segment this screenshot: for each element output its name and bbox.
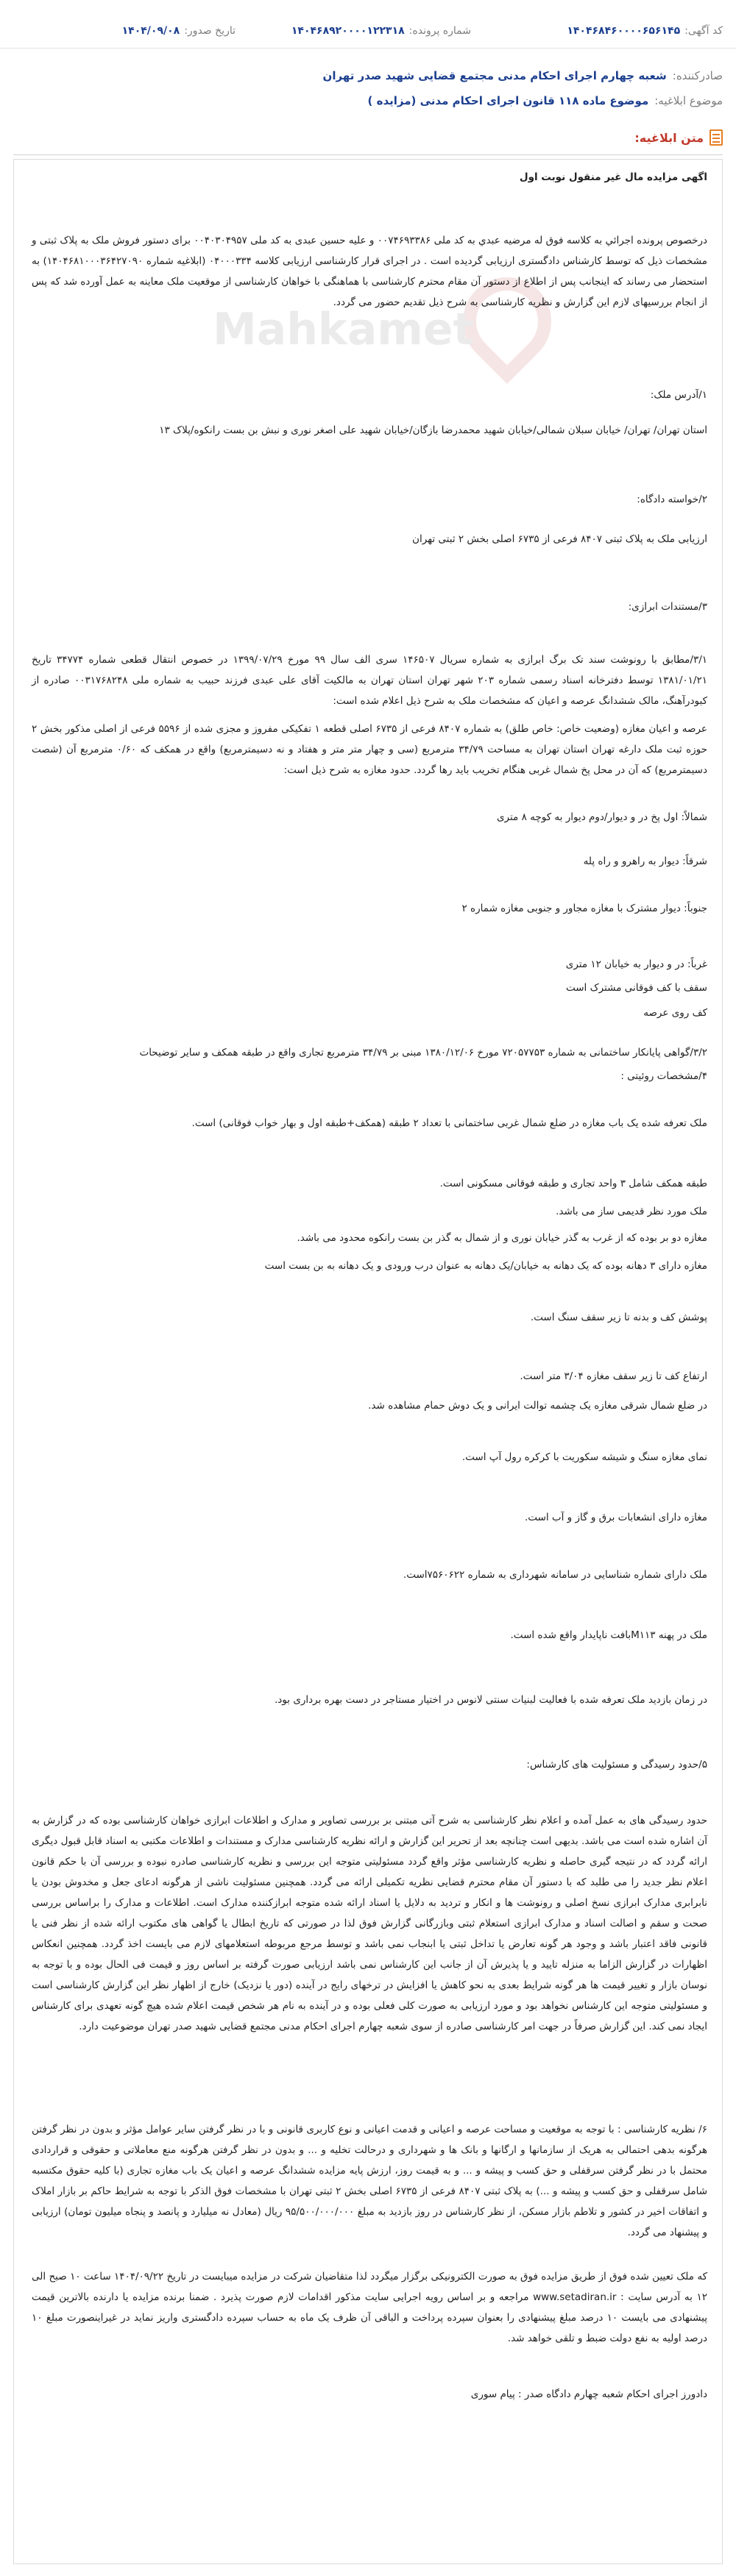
property-description: عرصه و اعیان مغازه (وضعیت خاص: خاص طلق) به شماره ۸۴۰۷ فرعی از ۶۷۳۵ اصلی قطعه ۱ تفکیکی مفروز و مجزی شده از ۵۵۹۶ فرعی از اصلی مذکور بخش ۲ حوزه ثبت ملک دارغه تهران استان تهران به مساحت ۳۴/۷۹ مترمربع (سی و چهار متر متر و هفتاد و نه دسیمترمربع) واقع در همکف که ۰/۶۰ مترمربع آن (شصت دسیمترمربع) که آن در محل پخ شمال غربی هنگام تخریب باید رها گردد. حدود مغازه به شرح ذیل است: <box>32 723 707 776</box>
completion-certificate: ۳/۲/گواهی پایانکار ساختمانی به شماره ۷۲۰۵۷۷۵۳ مورخ ۱۳۸۰/۱۲/۰۶ مبنی بر ۳۴/۷۹ مترمربع تجاری واقع در طبقه همکف و سایر توضیحات <box>139 1047 707 1058</box>
auction-title: اگهی مزایده مال غیر منقول نوبت اول <box>519 171 707 183</box>
spec-ground-floor: طبقه همکف شامل ۳ واحد تجاری و طبقه فوقانی مسکونی است. <box>439 1178 707 1189</box>
documents-heading: ۳/مستندات ابرازی: <box>628 601 707 613</box>
document-header-bar <box>0 0 736 49</box>
floor-note: کف روی عرصه <box>643 1007 707 1019</box>
notice-header <box>323 63 723 113</box>
boundary-west: غرباً: در و دیوار به خیابان ۱۲ متری <box>565 958 707 970</box>
auction-instructions: که ملک تعیین شده فوق از طریق مزایده فوق به صورت الکترونیکی برگزار میگردد لذا متقاضیان شرکت در مزایده میبایست در تاریخ ۱۴۰۴/۰۹/۲۲ ساعت ۱۰ صبح الی ۱۲ به آدرس سایت : www.setadiran.ir مراجعه و بر اساس رویه اجرایی سایت مذکور اقدامات لازم صورت پذیرد . ضمنا برنده مزایده یا دارنده بالاترین قیمت پیشنهادی می بایست ۱۰ درصد مبلغ پیشنهادی را بعنوان سپرده پرداخت و الباقی آن ظرف یک ماه به حساب سپرده دادگستری واریز نماید در غیراینصورت مبلغ ۱۰ درصد اولیه به نفع دولت ضبط و تلقی خواهد شد. <box>32 2271 708 2344</box>
notice-text-heading <box>634 125 723 150</box>
spec-toilet: در ضلع شمال شرقی مغازه یک چشمه توالت ایرانی و یک دوش حمام مشاهده شد. <box>368 1400 707 1412</box>
issuer-label: صادرکننده: <box>672 69 723 82</box>
issuer-value: شعبه چهارم اجرای احکام مدنی مجتمع قضایی شهید صدر تهران <box>322 69 667 82</box>
notice-body <box>13 159 723 2564</box>
issue-date <box>122 25 236 37</box>
observed-specs-heading: ۴/مشخصات روئیتی : <box>620 1070 707 1082</box>
ad-number-value: ۱۴۰۴۶۸۴۶۰۰۰۰۶۵۶۱۴۵ <box>567 25 681 37</box>
spec-shop-description: ملک تعرفه شده یک باب مغازه در ضلع شمال غربی ساختمانی با تعداد ۲ طبقه (همکف+طبقه اول و بهار خواب فوقانی) است. <box>191 1117 707 1129</box>
spec-facade: نمای مغازه سنگ و شیشه سکوریت با کرکره رول آپ است. <box>461 1451 707 1463</box>
expert-opinion: ۶/ نظریه کارشناسی : با توجه به موقعیت و مساحت عرصه و اعیانی و قدمت اعیانی و نوع کاربری قانونی و با در نظر گرفتن سایر عوامل مؤثر و بدون در نظر گرفتن هرگونه بدهی احتمالی به هریک از سازمانها و ارگانها و بانک ها و شهرداری و درحالت تخلیه و ... و بدون در نظر گرفتن هرگونه منع معاملاتی و حقوقی و قراردادی محتمل با در نظر گرفتن سرقفلی و حق کسب و پیشه و ... و به قیمت روز، ارزش پایه مزایده ششدانگ عرصه و اعیان یک باب مغازه تجاری (با کلیه حقوق مکتسبه شامل سرقفلی و حق کسب و پیشه و ...) به پلاک ثبتی ۸۴۰۷ فرعی از ۶۷۳۵ اصلی بخش ۲ ثبتی تهران با مشخصات فوق الذکر با توجه به شرایط حاکم بر بازار املاک و اتفاقات اخیر در کشور و تلاطم بازار مسکن، از نظر کارشناس در روز بازدید به مبلغ ۹۵/۵۰۰/۰۰۰/۰۰۰ ریال (معادل نه میلیارد و پانصد و پنجاه میلیون تومان) ارزیابی و پیشنهاد می گردد. <box>32 2124 708 2238</box>
spec-ceiling-height: ارتفاع کف تا زیر سقف مغازه ۳/۰۴ متر است. <box>520 1370 707 1382</box>
issue-date-label: تاریخ صدور: <box>184 25 236 37</box>
address-text: استان تهران/ تهران/ خیابان سبلان شمالی/خیابان شهید محمدرضا بازگان/خیابان شهید علی اصغر نوری و نبش بن بست رانکوه/پلاک ۱۳ <box>159 424 707 436</box>
signature-line: دادورز اجرای احکام شعبه چهارم دادگاه صدر : پیام سوری <box>470 2388 707 2400</box>
ad-number <box>567 25 723 37</box>
boundary-north: شمالاً: اول پخ در و دیوار/دوم دیوار به کوچه ۸ متری <box>496 811 707 823</box>
subject-value: موضوع ماده ۱۱۸ قانون اجرای احکام مدنی (مزایده ) <box>367 94 649 107</box>
spec-shop-openings: مغازه دارای ۳ دهانه بوده که یک دهانه به خیابان/یک دهانه به عنوان درب ورودی و یک دهانه به بن بست است <box>264 1260 707 1272</box>
document-icon <box>710 129 723 146</box>
ceiling-note: سقف با کف فوقانی مشترک است <box>565 982 707 994</box>
spec-shop-frontage: مغازه دو بر بوده که از غرب به گذر خیابان نوری و از شمال به گذر بن بست رانکوه محدود می باشد. <box>297 1232 707 1244</box>
boundary-east: شرقاً: دیوار به راهرو و راه پله <box>583 855 707 867</box>
scope-paragraph: حدود رسیدگی های به عمل آمده و اعلام نظر کارشناسی به شرح آتی مبتنی بر بررسی تصاویر و مدارک و اطلاعات ابرازی خواهان کارشناسی بوده که در گزارش به آن اشاره شده است می باشد. بدیهی است چنانچه بعد از تحریر این گزارش و ارائه نظریه کارشناسی مدارک و مستندات و اطلاعات مکتبی به اسناد قابل قبول دیگری ارائه گردد که در نتیجه گیری حاصله و نظریه کارشناسی مؤثر واقع گردد مسئولیتی متوجه این بررسی و نظریه کارشناسی صادره نبوده و بررسی آن با حکم قانون اعلام نظر جدید را می طلبد که با دستور آن مقام محترم قضایی نظریه تکمیلی ارائه می گردد. همچنین مسئولیت ناشی از هرگونه ادعای جعل و مخدوش بودن یا نابرابری مدارک ابرازی نسخ اصلی و رونوشت ها و انکار و تردید به دلایل یا اسناد ارائه شده متوجه ابرازکننده مدارک است. اطلاعات و مدارک را براساس بررسی صحت و سقم و اصالت اسناد و مدارک ابرازی استعلام ثبتی وبازرگانی گزارش فوق لذا در صورتی که تاریخ ابطال یا گواهی های مکتوب ارائه شده از نظر فنی یا قانونی فاقد اعتبار باشد و وجود هر گونه تعارض یا تداخل ثبتی یا ابنجاب نمی باشد و توسط مرجع مربوطه استعلامهای لازم می بایست اخذ گردد. همچنین انعکاس اظهارات در گزارش الزاما به منزله تایید و یا پذیرش آن از جانب این کارشناس نمی باشد ارزیابی صورت گرفته بر اساس روز و قیمت فی الحال بوده و با توجه به نوسان بازار و تغییر قیمت ها هر گونه شرایط بعدی به نحو کاهش یا افزایش در ترخهای رایج در آینده (دور یا نزدیک) خارج از اظهار نظر این گزارش کارشناسی است و مسئولیتی متوجه این کارشناس نخواهد بود و مورد ارزیابی به صورت کلی فعلی بوده و در آینده به نام هر شخص قیمت اعلام شده هیچ گونه تعهدی برای کارشناس ایجاد نمی کند. این گزارش صرفاً در جهت امر کارشناسی صادره از سوی شعبه چهارم اجرای احکام مدنی مجتمع قضایی شهید صدر تهران موضوعیت دارد. <box>32 1815 707 2032</box>
court-request-heading: ۲/خواسته دادگاه: <box>637 494 707 505</box>
subject-row <box>323 88 723 113</box>
spec-municipal-id: ملک دارای شماره شناسایی در سامانه شهرداری به شماره ۷۵۶۰۶۲۲است. <box>403 1569 707 1581</box>
court-request-text: ارزیابی ملک به پلاک ثبتی ۸۴۰۷ فرعی از ۶۷۳۵ اصلی بخش ۲ ثبتی تهران <box>412 533 707 545</box>
case-number-label: شماره پرونده: <box>408 25 471 37</box>
issuer-row <box>323 63 723 88</box>
spec-zone: ملک در پهنه M۱۱۳بافت ناپایدار واقع شده است. <box>510 1629 707 1641</box>
spec-current-use: در زمان بازدید ملک تعرفه شده با فعالیت لبنیات سنتی لانوس در اختیار مستاجر در دست بهره برداری بود. <box>275 1694 707 1706</box>
notice-text-label: متن ابلاغیه: <box>634 130 704 145</box>
scope-heading: ۵/حدود رسیدگی و مسئولیت های کارشناس: <box>526 1759 707 1771</box>
intro-paragraph: درخصوص پرونده اجرائي به کلاسه فوق له مرضيه عبدي به کد ملی ۰۰۷۴۶۹۳۳۸۶ و علیه حسین عبدی به کد ملی ۰۰۴۰۳۰۴۹۵۷ برای دستور فروش ملک به پلاک ثبتی و مشخصات ذیل که توسط کارشناس دادگستری ارزیابی گردیده است . در اجرای قرار کارشناسی ارزیابی کلاسه ۰۴۰۰۰۳۳۴ (ابلاغیه شماره ۱۴۰۴۶۸۱۰۰۰۳۶۴۲۷۰۹۰) به استحضار می رساند که اینجانب پس از اطلاع از دستور آن مقام محترم کارشناسی با هماهنگی با خواهان کارشناسی از موقعیت ملک معاینه به عمل آورده شد که پس از انجام بررسیهای لازم این گزارش و نظریه کارشناسی به شرح ذیل تقدیم حضور می گردد. <box>32 235 707 308</box>
spec-floor-cover: پوشش کف و بدنه تا زیر سقف سنگ است. <box>530 1312 707 1323</box>
spec-old-building: ملک مورد نظر قدیمی ساز می باشد. <box>556 1206 707 1217</box>
case-number <box>291 25 471 37</box>
deed-paragraph: ۳/۱/مطابق با رونوشت سند تک برگ ابرازی به شماره سریال ۱۴۶۵۰۷ سری الف سال ۹۹ مورخ ۱۳۹۹/۰۷/۲۹ در خصوص انتقال قطعی شماره ۳۴۷۷۴ تاریخ ۱۳۸۱/۰۱/۲۱ توسط دفترخانه اسناد رسمی شماره ۲۰۳ شهر تهران استان تهران به مالکیت آقای علی عبدی فرزند حبیب به شماره ملی ۰۰۳۱۷۶۸۲۴۸ صادره از کبودرآهنگ، مالک ششدانگ عرصه و اعیان که مشخصات ملک به شرح ذیل اعلام شده است: <box>32 654 707 707</box>
boundary-south: جنوباً: دیوار مشترک با مغازه مجاور و جنوبی مغازه شماره ۲ <box>461 903 707 914</box>
spec-utilities: مغازه دارای انشعابات برق و گاز و آب است. <box>525 1512 707 1523</box>
case-number-value: ۱۴۰۴۶۸۹۲۰۰۰۰۱۲۲۳۱۸ <box>291 25 405 37</box>
watermark-text: Mahkamet <box>213 304 475 355</box>
address-heading: ۱/آدرس ملک: <box>650 389 707 401</box>
ad-number-label: کد آگهی: <box>684 25 723 37</box>
section-divider <box>13 154 723 155</box>
issue-date-value: ۱۴۰۴/۰۹/۰۸ <box>121 25 180 37</box>
subject-label: موضوع ابلاغیه: <box>654 94 723 107</box>
